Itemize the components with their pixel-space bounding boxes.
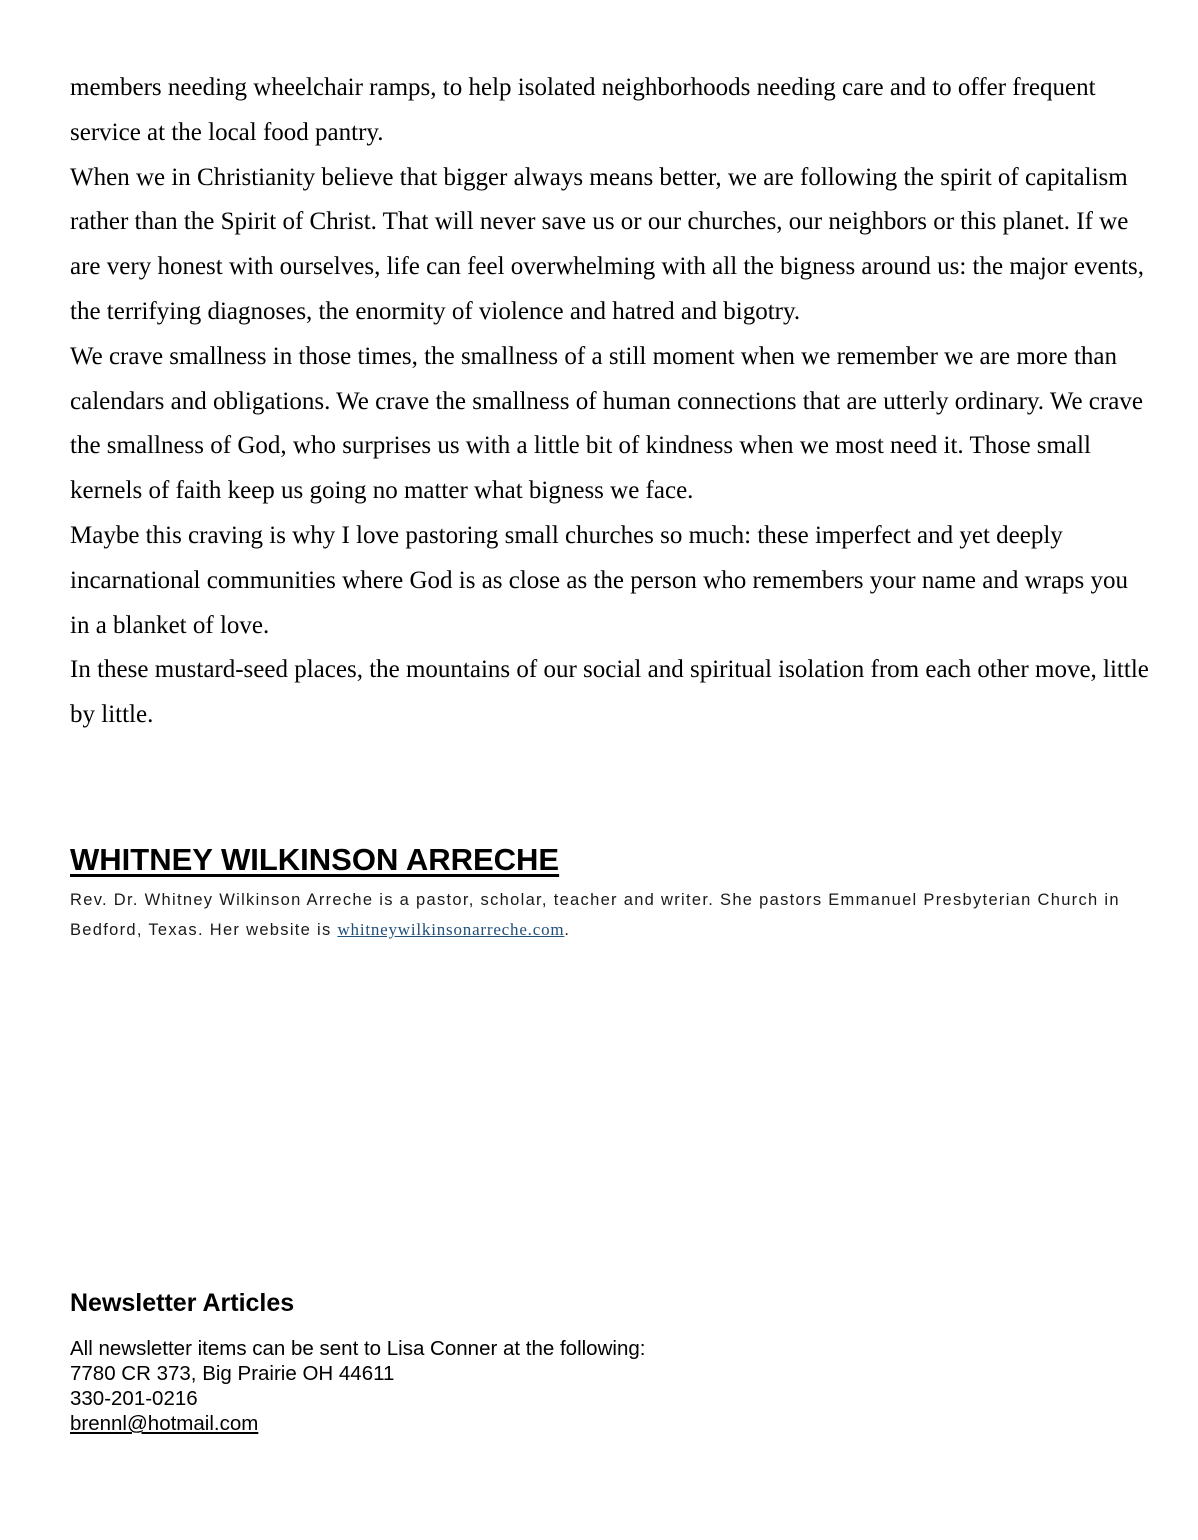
article-paragraph-1: members needing wheelchair ramps, to help isolated neighborhoods needing care and to offer frequent service at the local food pantry. [70,74,1096,146]
author-name: WHITNEY WILKINSON ARRECHE [70,842,560,877]
author-bio [70,885,1150,945]
article-paragraph-3: We crave smallness in those times, the smallness of a still moment when we remember we are more than calendars and obligations. We crave the smallness of human connections that are utterly ordinary. We crave the smallness of God, who surprises us with a little bit of kindness when we most need it. Those small kernels of faith keep us going no matter what bigness we face. [70,342,1143,505]
article-paragraph-4: Maybe this craving is why I love pastoring small churches so much: these imperfect and yet deeply incarnational communities where God is as close as the person who remembers your name and wraps you in a blanket of love. [70,521,1129,639]
article-paragraph-5: In these mustard-seed places, the mountains of our social and spiritual isolation from each other move, little by little. [70,656,1149,729]
author-bio-end: . [564,921,571,939]
newsletter-address: 7780 CR 373, Big Prairie OH 44611 [70,1362,395,1385]
author-bio-text: Rev. Dr. Whitney Wilkinson Arreche is a pastor, scholar, teacher and writer. She pastors Emmanuel Presbyterian Church in Bedford, Texas. Her website is [70,891,1120,939]
author-website-link[interactable]: whitneywilkinsonarreche.com [337,920,565,939]
newsletter-phone: 330-201-0216 [70,1387,198,1410]
newsletter-email-link[interactable]: brennl@hotmail.com [70,1412,259,1435]
article-body [70,66,1150,738]
newsletter-heading: Newsletter Articles [70,1289,295,1317]
newsletter-contact-block [70,1336,645,1436]
article-paragraph-2: When we in Christianity believe that bigger always means better, we are following the spirit of capitalism rather than the Spirit of Christ. That will never save us or our churches, our neighbors or this planet. If we are very honest with ourselves, life can feel overwhelming with all the bigness around us: the major events, the terrifying diagnoses, the enormity of violence and hatred and bigotry. [70,163,1144,325]
newsletter-intro: All newsletter items can be sent to Lisa Conner at the following: [70,1337,646,1360]
